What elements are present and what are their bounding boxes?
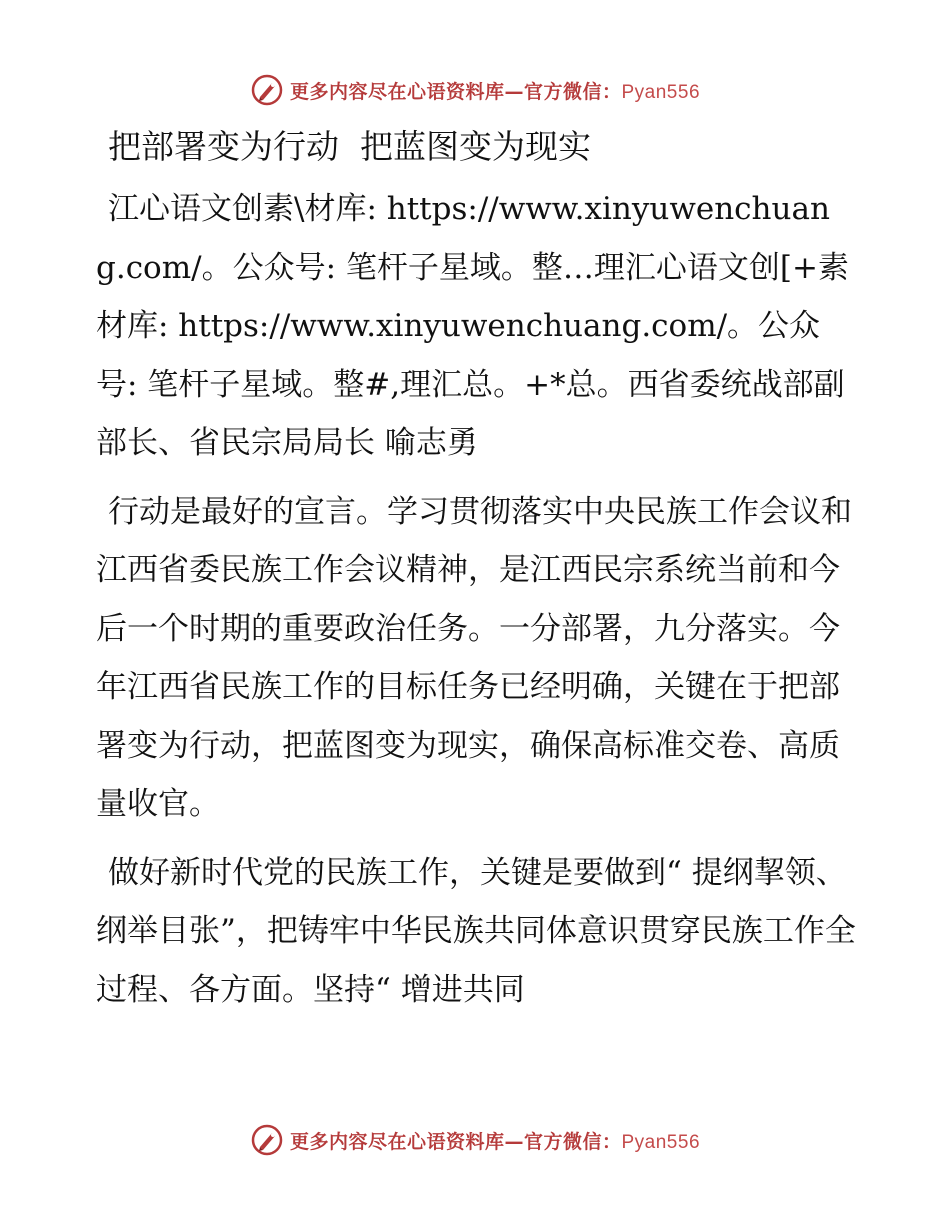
article-paragraph-2: 做好新时代党的民族工作，关键是要做到“ 提纲挈领、纲举目张”，把铸牢中华民族共同体意识贯穿民族工作全过程、各方面。坚持“ 增进共同 xyxy=(96,854,856,1008)
footer-banner-inner xyxy=(250,1123,700,1157)
footer-banner-slogan: 更多内容尽在心语资料库—官方微信： xyxy=(289,1130,622,1153)
header-banner-slogan: 更多内容尽在心语资料库—官方微信： xyxy=(289,80,622,103)
article-title: 把部署变为行动 把蓝图变为现实 xyxy=(108,127,591,166)
footer-banner xyxy=(0,1120,950,1160)
article-paragraph-1: 行动是最好的宣言。学习贯彻落实中央民族工作会议和江西省委民族工作会议精神，是江西民宗系统当前和今后一个时期的重要政治任务。一分部署，九分落实。今年江西省民族工作的目标任务已经明确，关键在于把部署变为行动，把蓝图变为现实，确保高标准交卷、高质量收官。 xyxy=(96,493,852,822)
article-source-line: 江心语文创素\材库: https://www.xinyuwenchuang.com/。公众号: 笔杆子星域。整…理汇心语文创[+素材库: https://www.xinyuwenchuang.com/。公众号: 笔杆子星域。整#,理汇总。+*总。西省委统战部副部长、省民宗局局长 喻志勇 xyxy=(96,191,849,461)
header-banner xyxy=(0,70,950,110)
pen-circle-logo-icon xyxy=(250,1123,284,1157)
pen-circle-logo-icon xyxy=(250,73,284,107)
footer-banner-text xyxy=(290,1127,700,1154)
article-body xyxy=(96,118,856,1029)
footer-banner-wechat: Pyan556 xyxy=(621,1131,701,1153)
header-banner-wechat: Pyan556 xyxy=(621,81,701,103)
header-banner-text xyxy=(290,77,700,104)
header-banner-inner xyxy=(250,73,700,107)
